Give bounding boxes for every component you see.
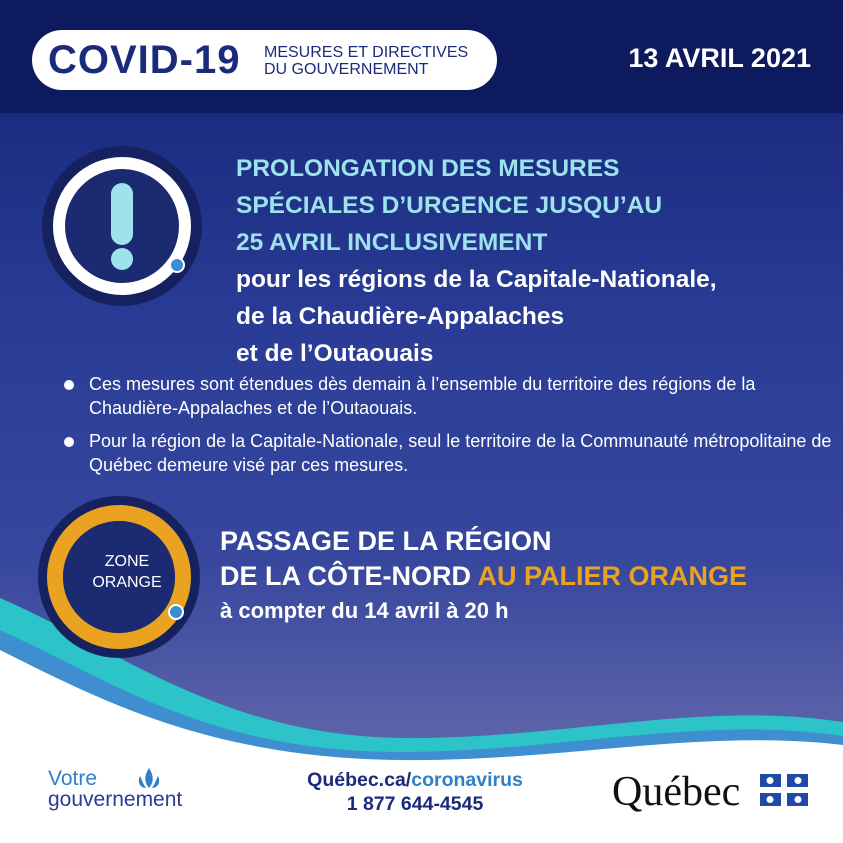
zone-label (92, 551, 162, 593)
detail-line-1: pour les régions de la Capitale-Nationale, (236, 266, 717, 293)
headline-line-1: PROLONGATION DES MESURES (236, 155, 620, 182)
zone-title-line-2 (220, 559, 747, 594)
zone-title-white: DE LA CÔTE-NORD (220, 561, 478, 591)
gouvernement-label: gouvernement (48, 788, 183, 811)
zone-title-orange: AU PALIER ORANGE (477, 561, 748, 591)
list-item: Pour la région de la Capitale-Nationale, seul le territoire de la Communauté métropolitaine de Québec demeure visé par ces mesures. (64, 429, 834, 477)
bulletin-date: 13 AVRIL 2021 (628, 43, 811, 73)
headline-line-2: SPÉCIALES D’URGENCE JUSQU’AU (236, 192, 663, 219)
contact-info (290, 768, 540, 816)
list-item: Ces mesures sont étendues dès demain à l’ensemble du territoire des régions de la Chaudière-Appalaches et de l’Outaouais. (64, 372, 834, 420)
website-suffix: coronavirus (411, 769, 523, 791)
headline-line-3: 25 AVRIL INCLUSIVEMENT (236, 229, 548, 256)
zone-subtitle: à compter du 14 avril à 20 h (220, 598, 509, 623)
quebec-flag-icon (760, 774, 808, 806)
website-prefix: Québec.ca/ (307, 769, 412, 791)
detail-line-3: et de l’Outaouais (236, 340, 434, 367)
zone-label-line-1: ZONE (104, 553, 150, 570)
fleur-de-lys-icon (134, 766, 164, 796)
votre-label: Votre (48, 767, 98, 790)
zone-label-line-2: ORANGE (92, 574, 162, 591)
subtitle-line-2: DU GOUVERNEMENT (264, 61, 429, 78)
detail-line-2: de la Chaudière-Appalaches (236, 303, 565, 330)
quebec-logo: Québec (612, 769, 741, 815)
website-link[interactable] (290, 768, 540, 792)
covid-title: COVID-19 (48, 38, 241, 82)
subtitle-line-1: MESURES ET DIRECTIVES (264, 44, 469, 61)
phone-number: 1 877 644-4545 (346, 793, 484, 815)
zone-announcement (220, 524, 747, 628)
zone-title-line-1: PASSAGE DE LA RÉGION (220, 526, 552, 556)
